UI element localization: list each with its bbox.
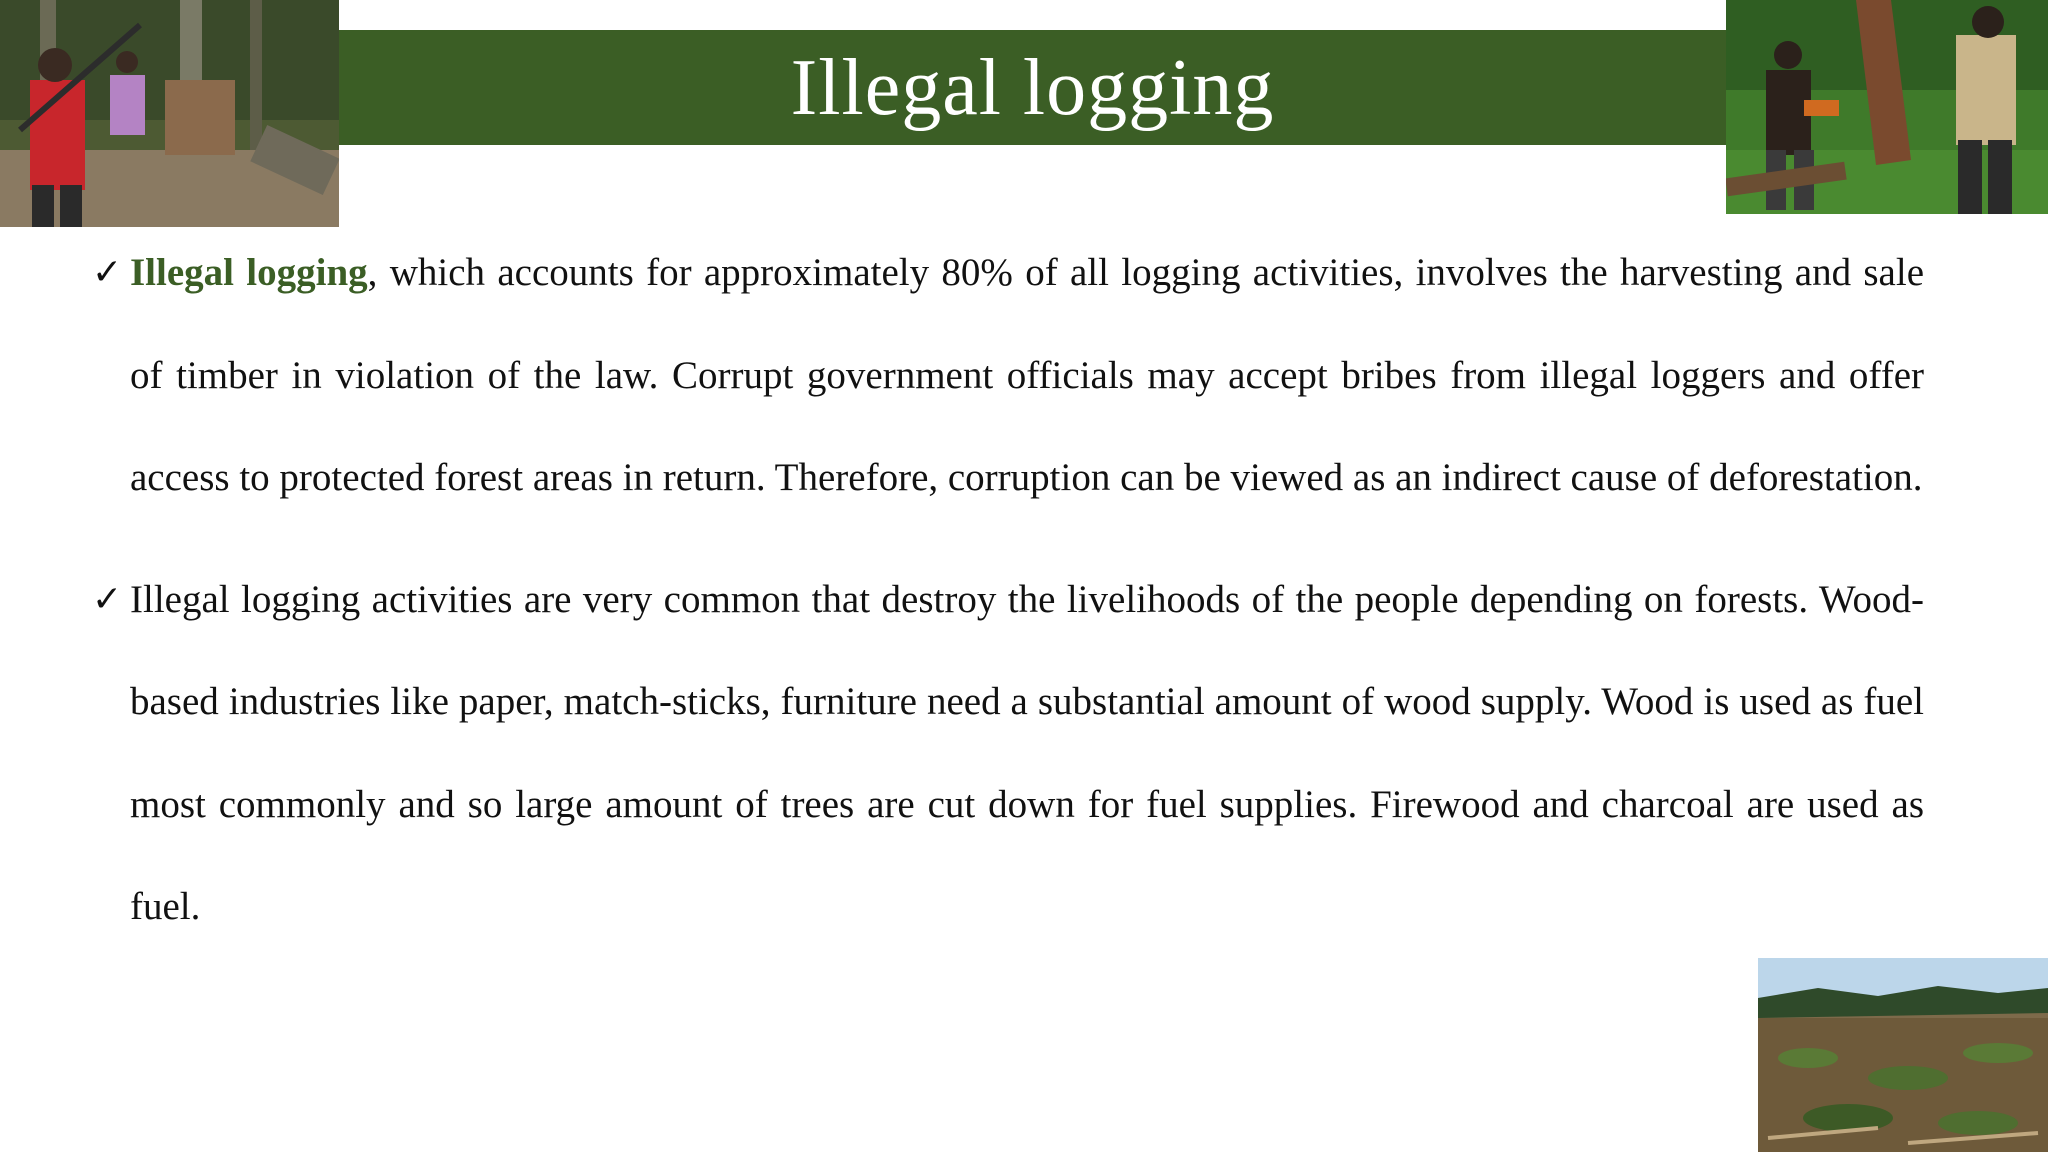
chainsaw-photo-top-right <box>1726 0 2048 214</box>
bullet-illegal-logging-definition <box>92 222 1924 530</box>
slide-body <box>92 222 1924 959</box>
bullet-text: , which accounts for approximately 80% of all logging activities, involves the harvesting and sale of timber in violation of the law. Corrupt government officials may accept bribes from illegal loggers and offer access to protected forest areas in return. Therefore, corruption can be viewed as an indirect cause of deforestation. <box>130 251 1925 499</box>
logging-photo-top-left <box>0 0 339 227</box>
check-icon: ✓ <box>92 252 123 293</box>
title-banner <box>339 30 1726 145</box>
clearcut-photo-bottom-right <box>1758 958 2048 1152</box>
bullet-term: Illegal logging <box>130 251 368 294</box>
bullet-text: Illegal logging activities are very common that destroy the livelihoods of the people depending on forests. Wood-based industries like paper, match-sticks, furniture need a substantial amount of wood supply. Wood is used as fuel most commonly and so large amount of trees are cut down for fuel supplies. Firewood and charcoal are used as fuel. <box>130 577 1924 928</box>
slide-title: Illegal logging <box>790 43 1275 132</box>
check-icon: ✓ <box>92 578 123 620</box>
bullet-illegal-logging-impacts <box>92 549 1924 959</box>
